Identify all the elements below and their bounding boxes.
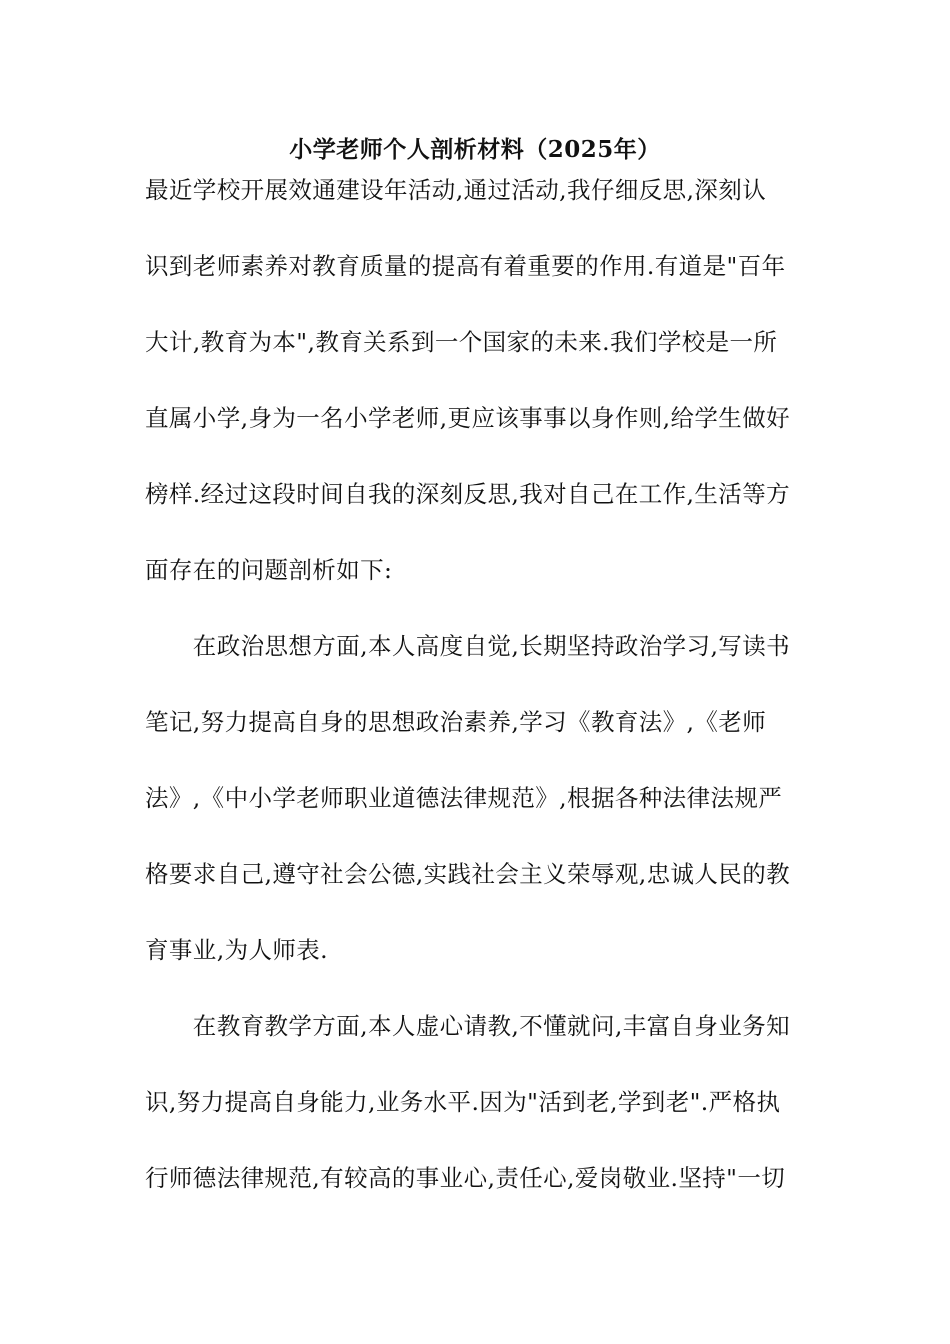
body-line: 笔记,努力提高自身的思想政治素养,学习《教育法》,《老师: [145, 708, 767, 736]
body-line: 在政治思想方面,本人高度自觉,长期坚持政治学习,写读书: [145, 632, 791, 660]
body-line: 识到老师素养对教育质量的提高有着重要的作用.有道是"百年: [145, 252, 786, 280]
body-line: 识,努力提高自身能力,业务水平.因为"活到老,学到老".严格执: [145, 1088, 781, 1116]
body-line: 行师德法律规范,有较高的事业心,责任心,爱岗敬业.坚持"一切: [145, 1164, 786, 1192]
body-line: 面存在的问题剖析如下:: [145, 556, 393, 584]
document-title: 小学老师个人剖析材料（2025年）: [289, 136, 661, 163]
body-line: 格要求自己,遵守社会公德,实践社会主义荣辱观,忠诚人民的教: [145, 860, 791, 888]
body-line: 直属小学,身为一名小学老师,更应该事事以身作则,给学生做好: [145, 404, 791, 432]
body-line: 榜样.经过这段时间自我的深刻反思,我对自己在工作,生活等方: [145, 480, 791, 508]
body-line: 大计,教育为本",教育关系到一个国家的未来.我们学校是一所: [145, 328, 778, 356]
body-line: 在教育教学方面,本人虚心请教,不懂就问,丰富自身业务知: [145, 1012, 791, 1040]
body-line: 育事业,为人师表.: [145, 936, 329, 964]
body-line: 最近学校开展效通建设年活动,通过活动,我仔细反思,深刻认: [145, 176, 767, 204]
body-line: 法》,《中小学老师职业道德法律规范》,根据各种法律法规严: [145, 784, 783, 812]
